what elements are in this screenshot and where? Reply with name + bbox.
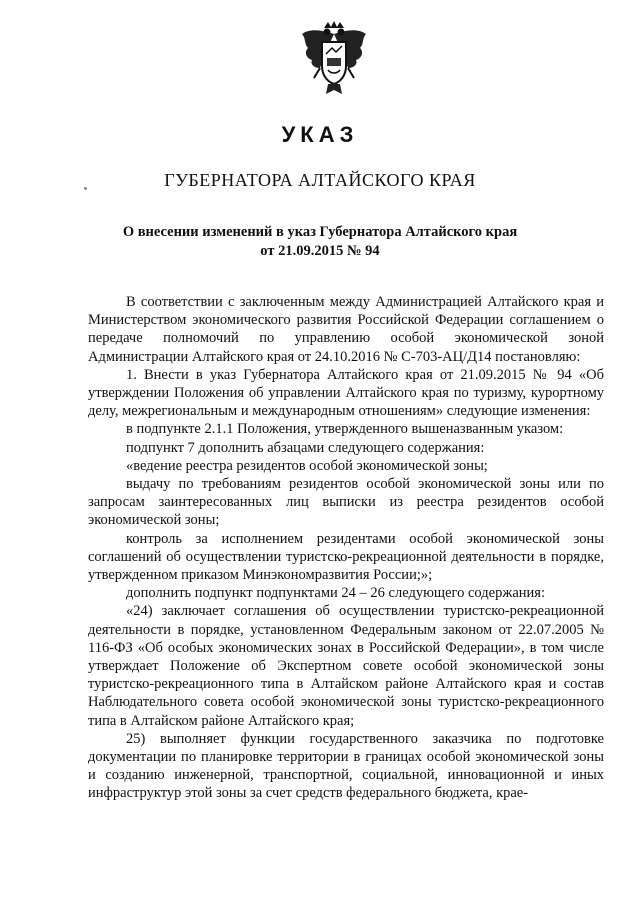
body-paragraph: дополнить подпункт подпунктами 24 – 26 следующего содержания:	[126, 585, 545, 602]
eagle-emblem-icon	[298, 20, 370, 100]
subject-line-2: от 21.09.2015 № 94	[260, 243, 380, 259]
body-paragraph: в подпункте 2.1.1 Положения, утвержденного вышеназванным указом:	[126, 421, 564, 438]
document-body	[88, 293, 604, 803]
body-paragraph: контроль за исполнением резидентами особой экономической зоны соглашений об осуществлении туристско-рекреационной деятельности в порядке, утвержденном приказом Минэкономразвития России;»;	[88, 530, 604, 584]
body-paragraph: «ведение реестра резидентов особой экономической зоны;	[126, 457, 488, 474]
body-paragraph: 25) выполняет функции государственного заказчика по подготовке документации по планировке территории в границах особой экономической зоны и созданию инженерной, транспортной, социальной, инновационной и иных инфраструктур этой зоны за счет средств федерального бюджета, крае-	[88, 730, 604, 802]
subject-line-1: О внесении изменений в указ Губернатора Алтайского края	[122, 224, 518, 240]
body-paragraph: выдачу по требованиям резидентов особой экономической зоны или по запросам заинтересованных лиц выписки из реестра резидентов особой экономической зоны;	[88, 476, 604, 529]
body-paragraph: подпункт 7 дополнить абзацами следующего содержания:	[126, 439, 485, 456]
body-paragraph: «24) заключает соглашения об осуществлении туристско-рекреационной деятельности в порядке, установленном Федеральным законом от 22.07.2005 № 116-ФЗ «Об особых экономических зонах в Российской Федерации», в том числе утверждает Положение об Экспертном совете особой экономической зоны туристско-рекреационного типа в Алтайском районе Алтайского края и состав Наблюдательного совета особой экономической зоны туристско-рекреационного типа в Алтайском районе Алтайского края;	[88, 603, 604, 729]
issuer-title: ГУБЕРНАТОРА АЛТАЙСКОГО КРАЯ	[164, 170, 476, 190]
scan-speck	[84, 187, 87, 190]
body-paragraph: В соответствии с заключенным между Администрацией Алтайского края и Министерством экономического развития Российской Федерации соглашением о передаче полномочий по управлению особой экономической зоной Администрации Алтайского края от 24.10.2016 № С-703-АЦ/Д14 постановляю:	[88, 294, 604, 365]
document-subject	[100, 223, 540, 261]
coat-of-arms-emblem	[298, 20, 370, 100]
document-type-title: УКАЗ	[281, 122, 359, 147]
body-paragraph: 1. Внести в указ Губернатора Алтайского края от 21.09.2015 № 94 «Об утверждении Положения об управлении Алтайского края по туризму, курортному делу, межрегиональным и международным отношениям» следующие изменения:	[88, 366, 604, 420]
